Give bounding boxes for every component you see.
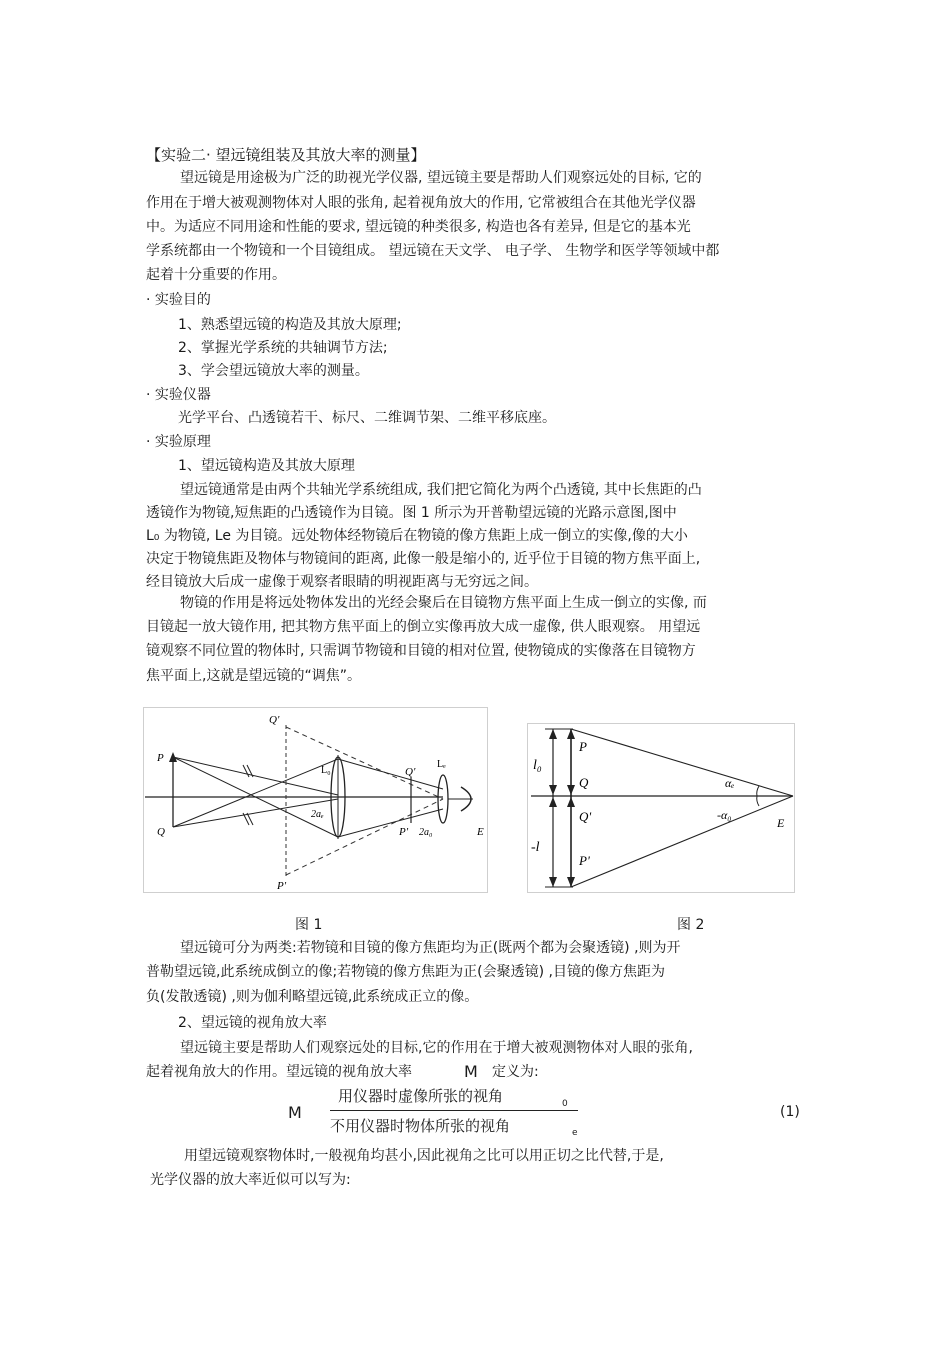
- principle-para1-line: 透镜作为物镜,短焦距的凸透镜作为目镜。图 1 所示为开普勒望远镜的光路示意图,图中: [146, 505, 677, 521]
- fig1-label: P': [277, 880, 287, 892]
- para3-line: 普勒望远镜,此系统成倒立的像;若物镜的像方焦距为正(会聚透镜) ,目镜的像方焦距为: [146, 964, 665, 980]
- fig2-label: P': [579, 853, 590, 868]
- fig2-label: αₑ: [725, 776, 735, 790]
- fig2-label: l₀: [533, 758, 542, 773]
- fig2-label: Q: [579, 775, 589, 790]
- formula-sub-den: e: [572, 1128, 578, 1138]
- intro-line-1: 望远镜是用途极为广泛的助视光学仪器, 望远镜主要是帮助人们观察远处的目标, 它的: [180, 170, 702, 186]
- purpose-item: 1、熟悉望远镜的构造及其放大原理;: [178, 317, 402, 333]
- instruments-heading: · 实验仪器: [146, 387, 211, 403]
- purpose-heading: · 实验目的: [146, 292, 211, 308]
- principle-heading: · 实验原理: [146, 434, 211, 450]
- intro-line-3: 中。为适应不同用途和性能的要求, 望远镜的种类很多, 构造也各有差异, 但是它的基本光: [146, 219, 691, 235]
- principle-para1-line: 决定于物镜焦距及物体与物镜间的距离, 此像一般是缩小的, 近乎位于目镜的物方焦平面上,: [146, 551, 701, 567]
- para3-line: 望远镜可分为两类:若物镜和目镜的像方焦距均为正(既两个都为会聚透镜) ,则为开: [180, 940, 681, 956]
- principle-para2-line: 镜观察不同位置的物体时, 只需调节物镜和目镜的相对位置, 使物镜成的实像落在目镜物方: [146, 643, 696, 659]
- intro-line-5: 起着十分重要的作用。: [146, 267, 286, 283]
- figure-2-diagram: [527, 723, 795, 893]
- formula-numerator: 用仪器时虚像所张的视角: [338, 1087, 504, 1105]
- fig2-label: E: [777, 816, 785, 830]
- fig1-label: P': [399, 826, 409, 838]
- para3-line: 负(发散透镜) ,则为伽利略望远镜,此系统成正立的像。: [146, 989, 479, 1005]
- fig1-label: 2a₀: [419, 827, 433, 838]
- fig2-label: Q': [579, 809, 592, 824]
- intro-line-4: 学系统都由一个物镜和一个目镜组成。 望远镜在天文学、 电子学、 生物学和医学等领域中都: [146, 243, 720, 259]
- intro-line-2: 作用在于增大被观测物体对人眼的张角, 起着视角放大的作用, 它常被组合在其他光学仪器: [146, 195, 696, 211]
- formula-denominator: 不用仪器时物体所张的视角: [330, 1117, 511, 1135]
- fig1-label: Q': [405, 766, 416, 778]
- para4-symbol-m: M: [464, 1062, 478, 1081]
- para5-line: 光学仪器的放大率近似可以写为:: [150, 1172, 351, 1188]
- figure-1-caption: 图 1: [295, 917, 323, 933]
- purpose-item: 3、学会望远镜放大率的测量。: [178, 363, 369, 379]
- para5-line: 用望远镜观察物体时,一般视角均甚小,因此视角之比可以用正切之比代替,于是,: [184, 1148, 664, 1164]
- fig2-label: -l: [531, 840, 540, 855]
- formula-sub-num: 0: [562, 1099, 568, 1109]
- purpose-item: 2、掌握光学系统的共轴调节方法;: [178, 340, 388, 356]
- fig1-label: 2aₑ: [311, 809, 324, 820]
- para4-line: 起着视角放大的作用。望远镜的视角放大率: [146, 1064, 412, 1080]
- fig1-label: Q': [269, 714, 280, 726]
- principle-para1-line: 经目镜放大后成一虚像于观察者眼睛的明视距离与无穷远之间。: [146, 574, 538, 590]
- fig1-label: P: [157, 752, 164, 764]
- principle-para1-line: L₀ 为物镜, Le 为目镜。远处物体经物镜后在物镜的像方焦距上成一倒立的实像,像的大小: [146, 528, 688, 544]
- fig2-label: -α₀: [717, 808, 732, 822]
- principle-para2-line: 物镜的作用是将远处物体发出的光经会聚后在目镜物方焦平面上生成一倒立的实像, 而: [180, 595, 707, 611]
- formula-number: (1): [780, 1104, 800, 1120]
- fig1-label: E: [477, 826, 484, 838]
- fig1-label: Lₑ: [437, 759, 446, 770]
- sub2-heading: 2、望远镜的视角放大率: [178, 1015, 327, 1031]
- principle-sub1: 1、望远镜构造及其放大原理: [178, 458, 355, 474]
- para4-line: 望远镜主要是帮助人们观察远处的目标,它的作用在于增大被观测物体对人眼的张角,: [180, 1040, 693, 1056]
- page-title: 【实验二· 望远镜组装及其放大率的测量】: [146, 146, 426, 164]
- formula-fraction-bar: [330, 1110, 578, 1111]
- formula-lhs: M: [288, 1103, 302, 1122]
- instruments-text: 光学平台、凸透镜若干、标尺、二维调节架、二维平移底座。: [178, 410, 556, 426]
- principle-para2-line: 目镜起一放大镜作用, 把其物方焦平面上的倒立实像再放大成一虚像, 供人眼观察。 用望远: [146, 619, 701, 635]
- fig1-label: L₀: [321, 765, 331, 776]
- figure-1-diagram: [143, 707, 488, 893]
- figure-2-caption: 图 2: [677, 917, 705, 933]
- para4-tail: 定义为:: [492, 1064, 539, 1080]
- principle-para2-line: 焦平面上,这就是望远镜的“调焦”。: [146, 668, 361, 684]
- principle-para1-line: 望远镜通常是由两个共轴光学系统组成, 我们把它简化为两个凸透镜, 其中长焦距的凸: [180, 482, 702, 498]
- fig2-label: P: [579, 739, 587, 754]
- fig1-label: Q: [157, 826, 165, 838]
